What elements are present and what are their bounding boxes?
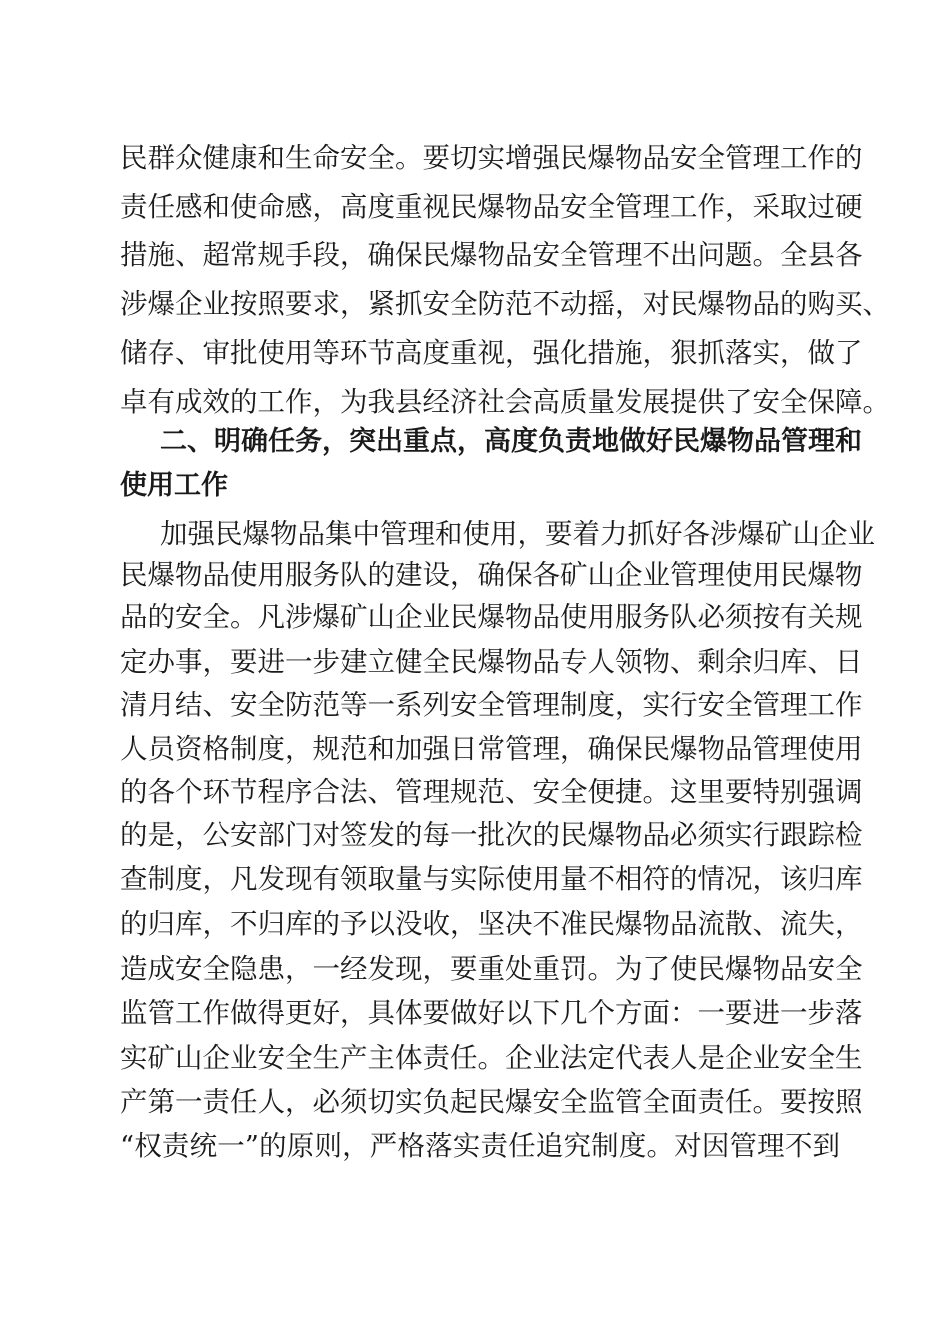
paragraph-line-1: 民群众健康和生命安全。要切实增强民爆物品安全管理工作的 [120, 142, 863, 174]
paragraph-line-7: 加强民爆物品集中管理和使用，要着力抓好各涉爆矿山企业 [160, 518, 875, 550]
paragraph-line-20: 产第一责任人，必须切实负起民爆安全监管全面责任。要按照 [120, 1086, 863, 1118]
paragraph-line-4: 涉爆企业按照要求，紧抓安全防范不动摇，对民爆物品的购买、 [120, 288, 890, 320]
paragraph-line-3: 措施、超常规手段，确保民爆物品安全管理不出问题。全县各 [120, 239, 863, 271]
section-heading-line-1: 二、明确任务，突出重点，高度负责地做好民爆物品管理和 [160, 426, 862, 457]
paragraph-line-11: 清月结、安全防范等一系列安全管理制度，实行安全管理工作 [120, 689, 863, 721]
paragraph-line-14: 的是，公安部门对签发的每一批次的民爆物品必须实行跟踪检 [120, 819, 863, 851]
section-heading-line-2: 使用工作 [120, 470, 228, 501]
paragraph-line-9: 品的安全。凡涉爆矿山企业民爆物品使用服务队必须按有关规 [120, 601, 863, 633]
paragraph-line-19: 实矿山企业安全生产主体责任。企业法定代表人是企业安全生 [120, 1042, 863, 1074]
paragraph-line-15: 查制度，凡发现有领取量与实际使用量不相符的情况，该归库 [120, 863, 863, 895]
paragraph-line-17: 造成安全隐患，一经发现，要重处重罚。为了使民爆物品安全 [120, 953, 863, 985]
paragraph-line-12: 人员资格制度，规范和加强日常管理，确保民爆物品管理使用 [120, 733, 863, 765]
paragraph-line-5: 储存、审批使用等环节高度重视，强化措施，狠抓落实，做了 [120, 337, 863, 369]
paragraph-line-21: “权责统一”的原则，严格落实责任追究制度。对因管理不到 [120, 1130, 840, 1162]
paragraph-line-8: 民爆物品使用服务队的建设，确保各矿山企业管理使用民爆物 [120, 559, 863, 591]
paragraph-line-10: 定办事，要进一步建立健全民爆物品专人领物、剩余归库、日 [120, 646, 863, 678]
paragraph-line-16: 的归库，不归库的予以没收，坚决不准民爆物品流散、流失， [120, 908, 863, 940]
paragraph-line-6: 卓有成效的工作，为我县经济社会高质量发展提供了安全保障。 [120, 386, 890, 418]
paragraph-line-18: 监管工作做得更好，具体要做好以下几个方面：一要进一步落 [120, 997, 863, 1029]
paragraph-line-2: 责任感和使命感，高度重视民爆物品安全管理工作，采取过硬 [120, 191, 863, 223]
paragraph-line-13: 的各个环节程序合法、管理规范、安全便捷。这里要特别强调 [120, 776, 863, 808]
